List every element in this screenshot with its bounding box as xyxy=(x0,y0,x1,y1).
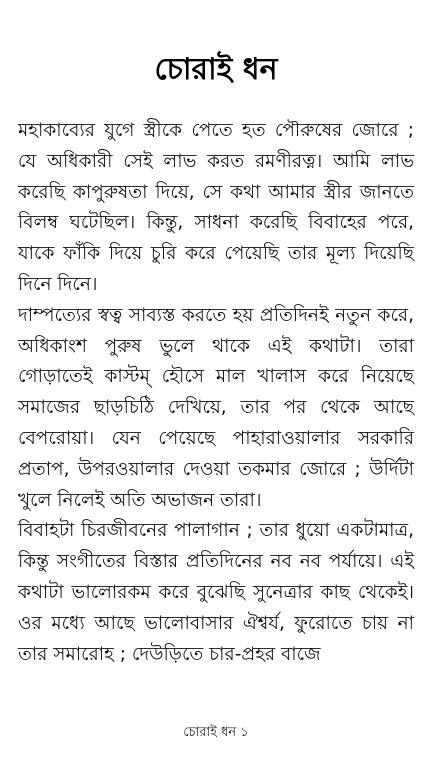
paragraph-3: বিবাহটা চিরজীবনের পালাগান ; তার ধুয়ো একটামাত্র, কিন্তু সংগীতের বিস্তার প্রতিদিনের নব নব পর্যায়ে। এই কথাটা ভালোরকম করে বুঝেছি সুনেত্রার কাছ থেকেই। ওর মধ্যে আছে ভালোবাসার ঐশ্বর্য, ফুরোতে চায় না তার সমারোহ ; দেউড়িতে চার-প্রহর বাজে xyxy=(18,520,414,665)
paragraph-1: মহাকাব্যের যুগে স্ত্রীকে পেতে হত পৌরুষের জোরে ; যে অধিকারী সেই লাভ করত রমণীরত্ন। আমি লাভ করেছি কাপুরুষতা দিয়ে, সে কথা আমার স্ত্রীর জানতে বিলম্ব ঘটেছিল। কিন্তু, সাধনা করেছি বিবাহের পরে, যাকে ফাঁকি দিয়ে চুরি করে পেয়েছি তার মূল্য দিয়েছি দিনে দিনে। xyxy=(18,120,414,295)
page-footer: চোরাই ধন ১ xyxy=(183,725,249,740)
chapter-title: চোরাই ধন xyxy=(154,52,278,87)
paragraph-2: দাম্পত্যের স্বত্ব সাব্যস্ত করতে হয় প্রতিদিনই নতুন করে, অধিকাংশ পুরুষ ভুলে থাকে এই কথাটা। তারা গোড়াতেই কাস্টম্ হৌসে মাল খালাস করে নিয়েছে সমাজের ছাড়চিঠি দেখিয়ে, তার পর থেকে আছে বেপরোয়া। যেন পেয়েছে পাহারাওয়ালার সরকারি প্রতাপ, উপরওয়ালার দেওয়া তকমার জোরে ; উর্দিটা খুলে নিলেই অতি অভাজন তারা। xyxy=(18,304,414,511)
body-text xyxy=(18,116,414,670)
